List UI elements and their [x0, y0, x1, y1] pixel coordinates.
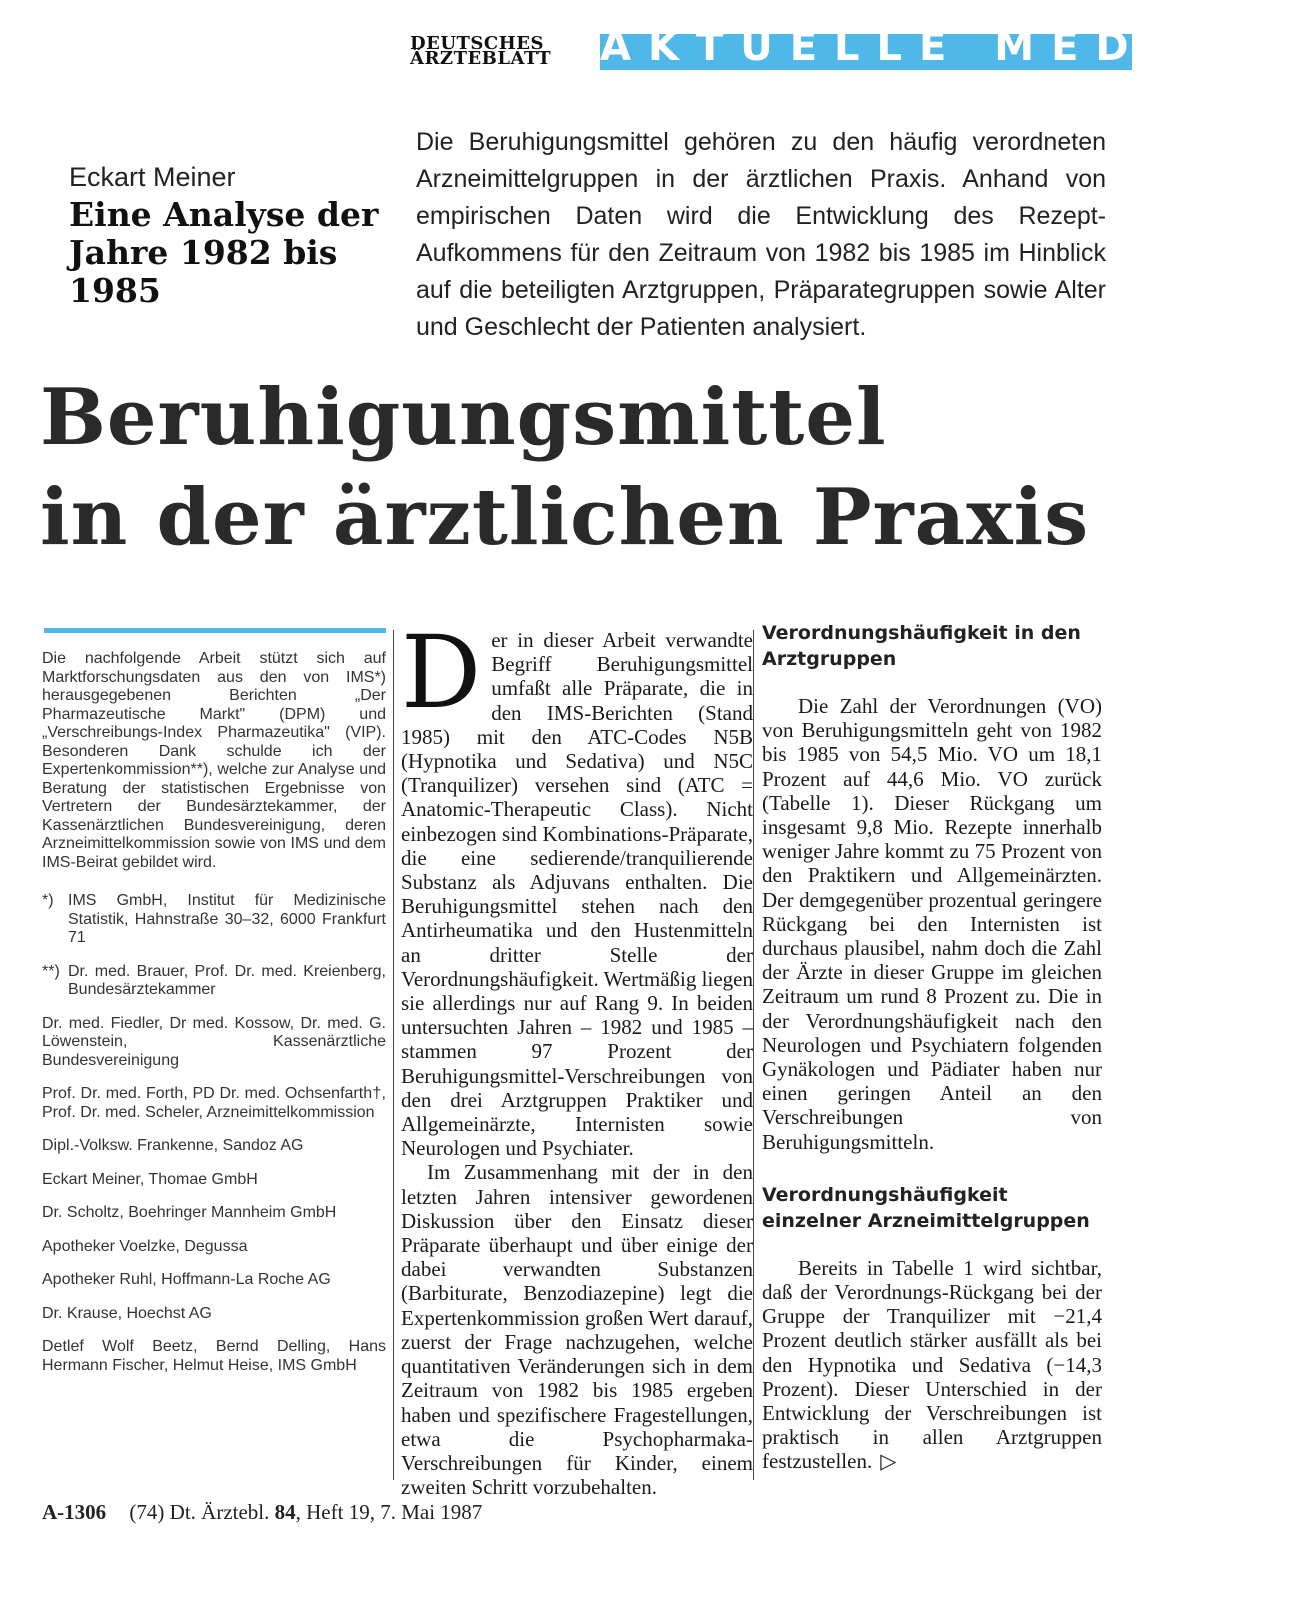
footnote-text: Dr. med. Brauer, Prof. Dr. med. Kreienberg, Bundesärztekammer: [68, 962, 386, 998]
body-column-2: [401, 614, 753, 1500]
author-name: Eckart Meiner: [69, 162, 236, 192]
section-heading: Verordnungshäufigkeit einzelner Arzneimittelgruppen: [762, 1183, 1090, 1232]
article-abstract: Die Beruhigungsmittel gehören zu den häufig verordneten Arzneimittelgruppen in der ärztlichen Praxis. Anhand von empirischen Daten wird die Entwicklung des Rezept-Aufkommens für den Zeitraum von 1982 bis 1985 im Hinblick auf die beteiligten Arztgruppen, Präparategruppen sowie Alter und Geschlecht der Patienten analysiert.: [416, 128, 1106, 341]
body-paragraph: [401, 614, 753, 1161]
commission-member: Apotheker Voelzke, Degussa: [42, 1237, 248, 1255]
commission-member: Eckart Meiner, Thomae GmbH: [42, 1170, 258, 1188]
citation-prefix: (74) Dt. Ärztebl.: [129, 1500, 270, 1524]
commission-member: Apotheker Ruhl, Hoffmann-La Roche AG: [42, 1271, 331, 1288]
body-paragraph-text: Bereits in Tabelle 1 wird sichtbar, daß der Verordnungs-Rückgang bei der Gruppe der Tranquilizer mit −21,4 Prozent deutlich stärker ausfällt als bei den Hypnotika und Sedativa (−14,3 Prozent). Dieser Unterschied in der Entwicklung der Verschreibungen ist praktisch in allen Arztgruppen festzustellen.: [762, 1255, 1102, 1474]
footnote-marker: *): [42, 892, 54, 909]
page-number: A-1306: [42, 1500, 107, 1524]
sidebar-notes: [42, 650, 386, 1390]
commission-member: Prof. Dr. med. Forth, PD Dr. med. Ochsenfarth†, Prof. Dr. med. Scheler, Arzneimittelkommission: [42, 1085, 386, 1121]
journal-logo-line1: DEUTSCHES: [410, 33, 544, 54]
body-paragraph: Im Zusammenhang mit der in den letzten Jahren intensiver gewordenen Diskussion über den Einsatz dieser Präparate überhaupt und über einige der dabei verwandten Substanzen (Barbiturate, Benzodiazepine) legt die Expertenkommission großen Wert darauf, zuerst der Frage nachzugehen, welche quantitativen Veränderungen sich in dem Zeitraum von 1982 bis 1985 ergeben haben und spezifischere Fragestellungen, etwa die Psychopharmaka-Verschreibungen für Kinder, einem zweiten Schritt vorzubehalten.: [401, 1160, 753, 1500]
article-subtitle: Eine Analyse der Jahre 1982 bis 1985: [69, 195, 379, 310]
footnote-commission: [42, 963, 386, 1000]
article-title-line2: in der ärztlichen Praxis: [40, 472, 1090, 563]
drop-cap: D: [401, 614, 482, 731]
commission-member: Dr. Krause, Hoechst AG: [42, 1304, 212, 1322]
article-title: [40, 368, 1150, 568]
section-banner: [600, 24, 1306, 70]
commission-member: Dr. med. Fiedler, Dr med. Kossow, Dr. med. G. Löwenstein, Kassenärztliche Bundesvereinigung: [42, 1014, 386, 1069]
masthead: [410, 24, 1306, 76]
section-heading: Verordnungshäufigkeit in den Arztgruppen: [762, 622, 1081, 670]
journal-logo: [410, 33, 592, 69]
section-banner-label: AKTUELLE MEDIZIN: [600, 24, 1306, 70]
body-paragraph: [762, 1256, 1102, 1474]
sidebar-intro: Die nachfolgende Arbeit stützt sich auf Marktforschungsdaten aus den von IMS*) herausgegebenen Berichten „Der Pharmazeutische Markt" (DPM) und „Verschreibungs-Index Pharmazeutika" (VIP). Besonderen Dank schulde ich der Expertenkommission**), welche zur Analyse und Beratung der statistischen Ergebnisse von Vertretern der Bundesärztekammer, der Kassenärztlichen Bundesvereinigung, deren Arzneimittelkommission sowie von IMS und dem IMS-Beirat gebildet wird.: [42, 650, 386, 871]
commission-member: Detlef Wolf Beetz, Bernd Delling, Hans Hermann Fischer, Helmut Heise, IMS GmbH: [42, 1338, 386, 1374]
journal-logo-line2: ÄRZTEBLATT: [410, 48, 552, 69]
commission-member: Dipl.-Volksw. Frankenne, Sandoz AG: [42, 1137, 304, 1154]
volume-number: 84: [274, 1500, 296, 1524]
body-paragraph: Die Zahl der Verordnungen (VO) von Beruhigungsmitteln geht von 1982 bis 1985 von 54,5 Mio. VO um 18,1 Prozent auf 44,6 Mio. VO zurück (Tabelle 1). Dieser Rückgang um insgesamt 9,8 Mio. Rezepte innerhalb weniger Jahre kommt zu 75 Prozent von den Praktikern und Allgemeinärzten. Der demgegenüber prozentual geringere Rückgang bei den Internisten ist durchaus plausibel, nahm doch die Zahl der Ärzte in dieser Gruppe im gleichen Zeitraum um rund 8 Prozent zu. Die in der Verordnungshäufigkeit nach den Neurologen und Psychiatern folgenden Gynäkologen und Pädiater haben nur einen geringen Anteil an den Verschreibungen von Beruhigungsmitteln.: [762, 694, 1102, 1154]
article-title-line1: Beruhigungsmittel: [40, 372, 887, 463]
body-column-3: [762, 620, 1102, 1474]
footnote-ims: [42, 892, 386, 948]
continue-arrow-icon: ▷: [880, 1449, 897, 1474]
page-footer: [42, 1500, 482, 1525]
column-divider: [393, 630, 394, 1480]
body-paragraph-text: er in dieser Arbeit verwandte Begriff Beruhigungsmittel umfaßt alle Präparate, die in den IMS-Berichten (Stand 1985) mit den ATC-Codes N5B (Hypnotika und Sedativa) und N5C (Tranquilizer) versehen sind (ATC = Anatomic-Therapeutic Class). Nicht einbezogen sind Kombinations-Präparate, die eine sedierende/tranquilierende Substanz als Adjuvans enthalten. Die Beruhigungsmittel stehen nach den Antirheumatika und den Hustenmitteln an dritter Stelle der Verordnungshäufigkeit. Wertmäßig liegen sie allerdings nur auf Rang 9. In beiden untersuchten Jahren – 1982 und 1985 – stammen 97 Prozent der Beruhigungsmittel-Verschreibungen von den drei Arztgruppen Praktiker und Allgemeinärzte, Internisten sowie Neurologen und Psychiater.: [401, 628, 753, 1161]
commission-member: Dr. Scholtz, Boehringer Mannheim GmbH: [42, 1204, 337, 1221]
sidebar-accent-rule: [44, 628, 386, 633]
footnote-marker: **): [42, 962, 60, 980]
column-divider: [753, 630, 754, 1480]
footnote-text: IMS GmbH, Institut für Medizinische Statistik, Hahnstraße 30–32, 6000 Frankfurt 71: [68, 892, 386, 946]
citation-suffix: , Heft 19, 7. Mai 1987: [295, 1500, 483, 1524]
